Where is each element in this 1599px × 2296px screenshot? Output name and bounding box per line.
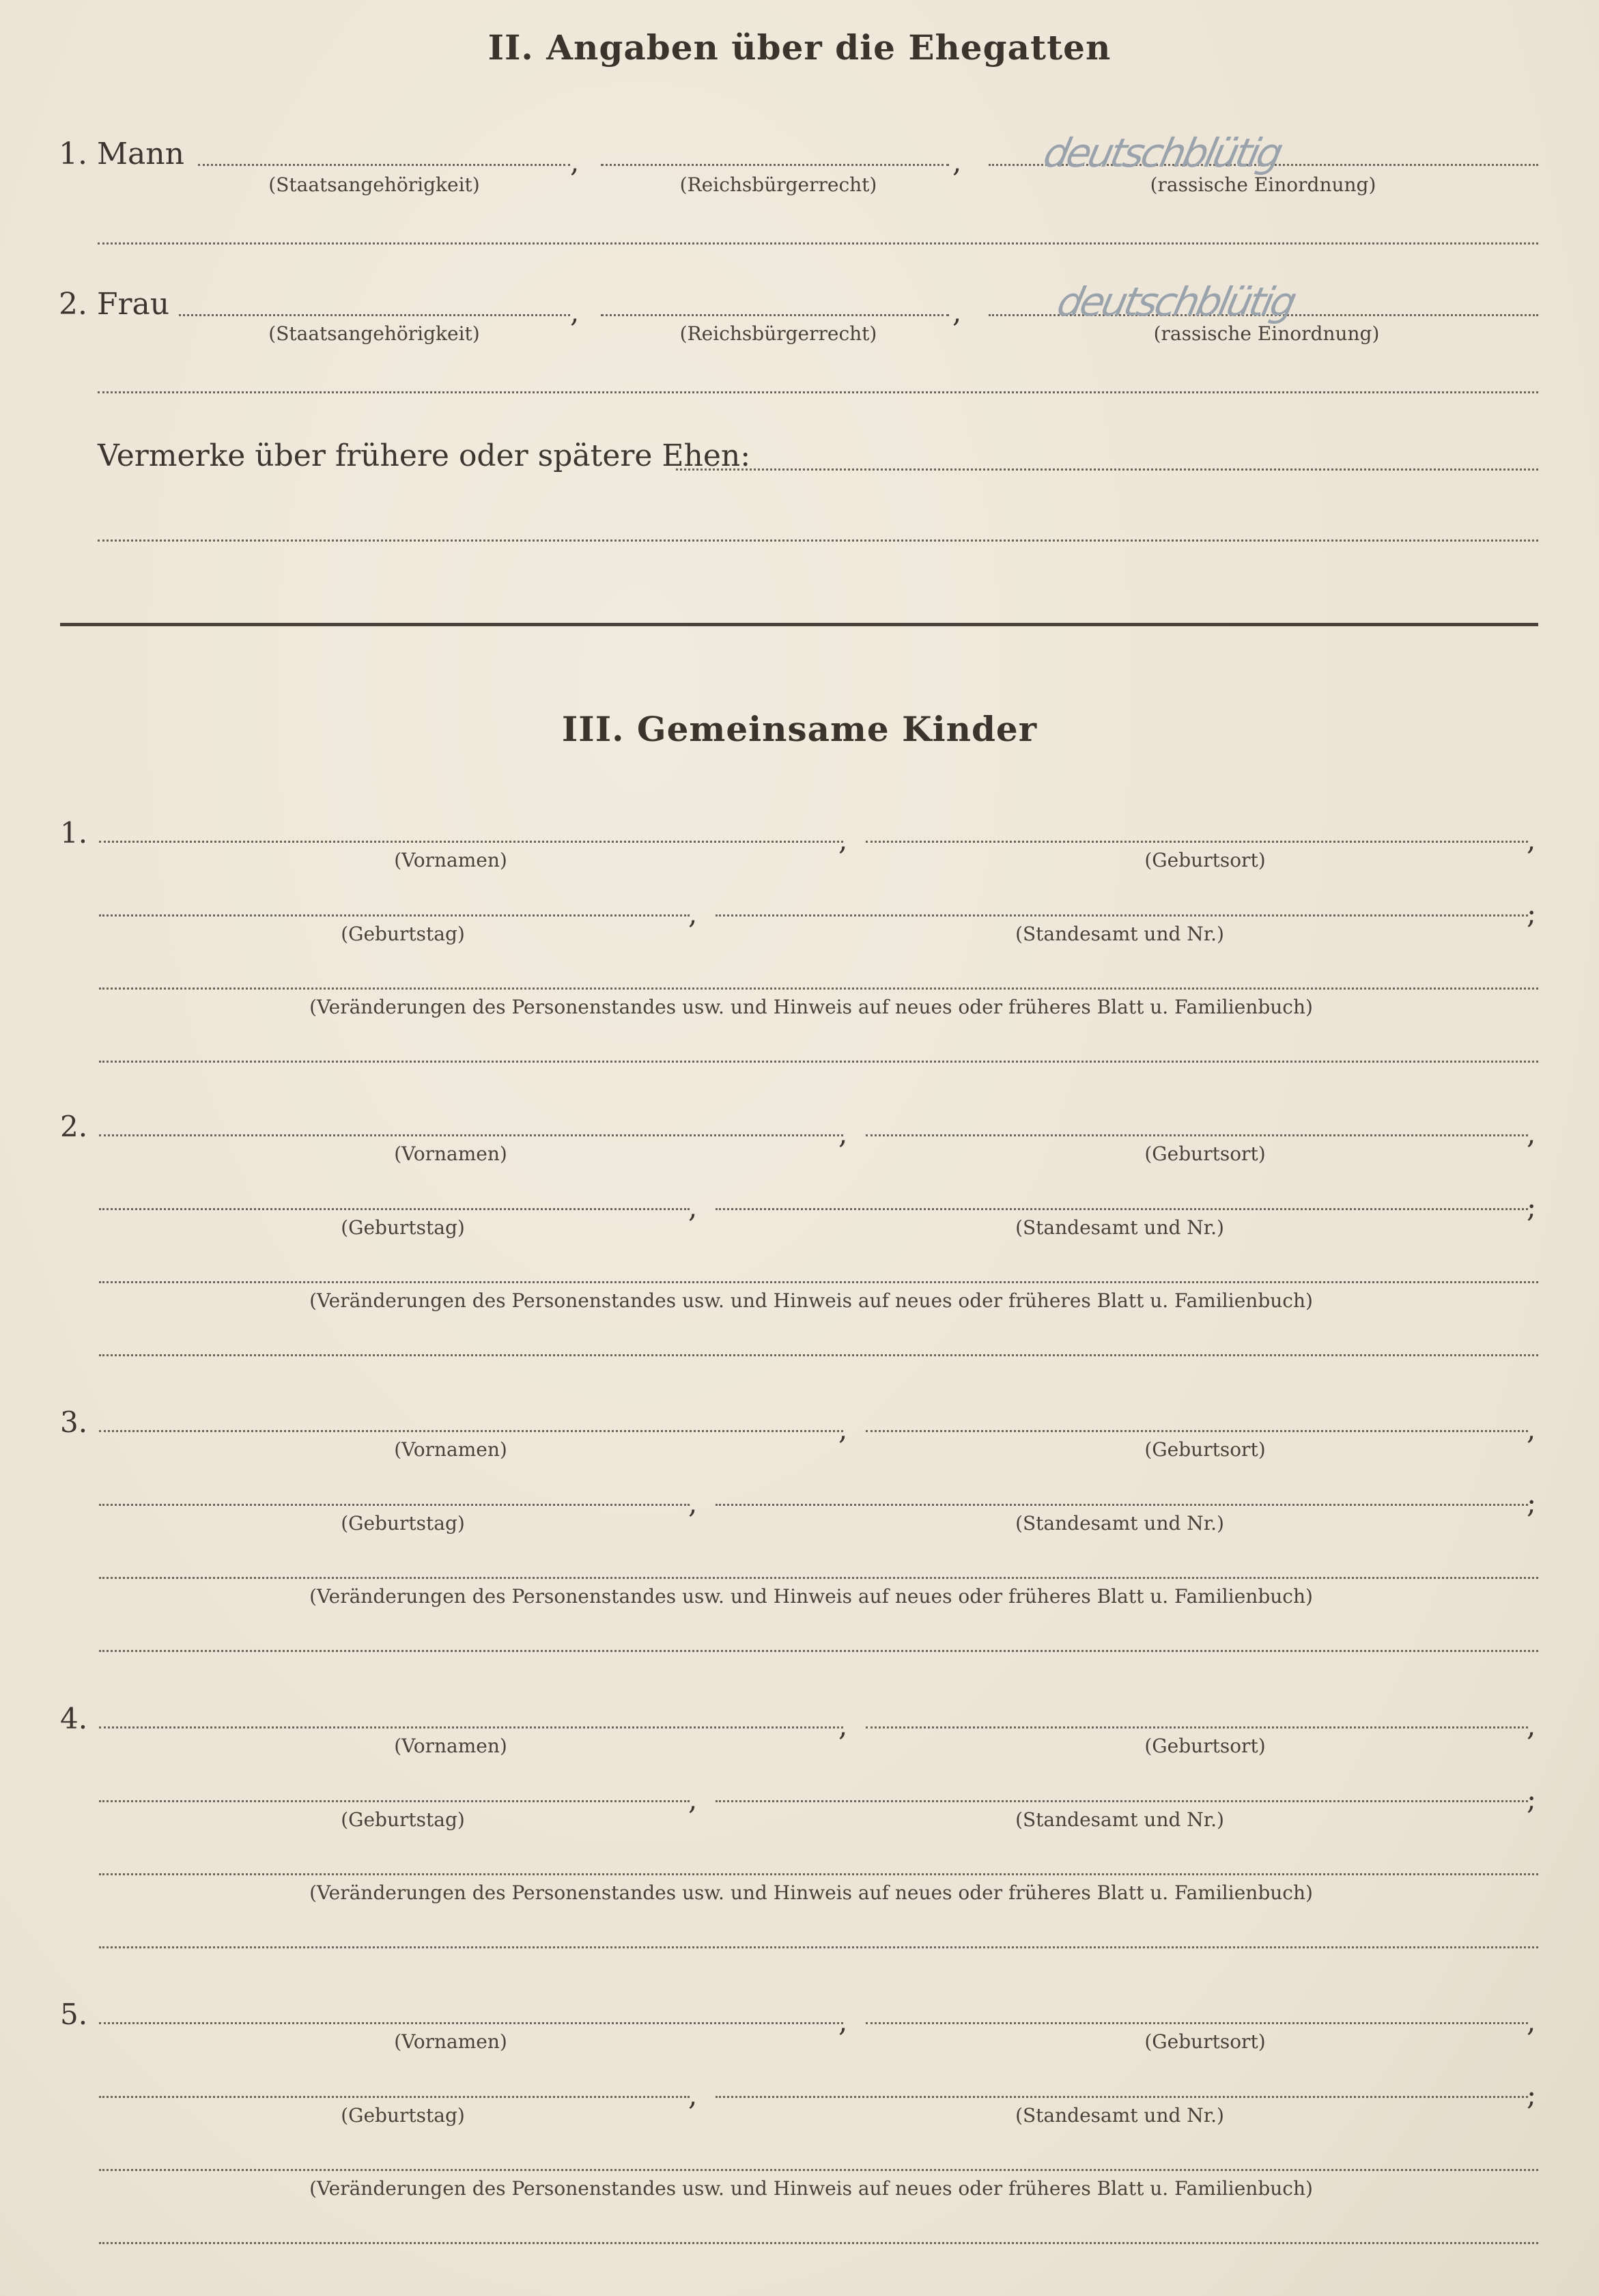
section-3-heading: III. Gemeinsame Kinder bbox=[561, 709, 1038, 749]
child-number: 5. bbox=[60, 1998, 88, 2031]
child-veraenderungen-field[interactable] bbox=[99, 1577, 1538, 1579]
child-number: 3. bbox=[60, 1405, 88, 1439]
comma: , bbox=[838, 1412, 848, 1446]
comma: , bbox=[688, 2078, 698, 2112]
child-caption-standesamt: (Standesamt und Nr.) bbox=[1015, 1512, 1224, 1535]
vermerke-label: Vermerke über frühere oder spätere Ehen: bbox=[98, 438, 751, 473]
child-caption-geburtstag: (Geburtstag) bbox=[341, 2104, 465, 2127]
mann-handwritten-entry: deutschblütig bbox=[1039, 130, 1285, 176]
child-standesamt-field[interactable] bbox=[716, 2096, 1528, 2098]
child-veraenderungen-field[interactable] bbox=[99, 2169, 1538, 2171]
frau-second-line-field[interactable] bbox=[98, 391, 1538, 393]
child-vornamen-field[interactable] bbox=[99, 841, 843, 843]
frau-label: 2. Frau bbox=[59, 287, 170, 322]
semicolon: ; bbox=[1527, 2078, 1537, 2112]
child-caption-veraenderungen: (Veränderungen des Personenstandes usw. und Hinweis auf neues oder früheres Blatt u. Familienbuch) bbox=[309, 1289, 1313, 1312]
child-caption-veraenderungen: (Veränderungen des Personenstandes usw. und Hinweis auf neues oder früheres Blatt u. Familienbuch) bbox=[309, 996, 1313, 1018]
child-geburtsort-field[interactable] bbox=[866, 841, 1528, 843]
frau-caption-rassische-einordnung: (rassische Einordnung) bbox=[1153, 322, 1380, 345]
vermerke-second-line-field[interactable] bbox=[98, 540, 1538, 542]
section-2-heading: II. Angaben über die Ehegatten bbox=[487, 27, 1112, 68]
child-caption-vornamen: (Vornamen) bbox=[394, 1735, 507, 1757]
child-vornamen-field[interactable] bbox=[99, 2022, 843, 2024]
mann-second-line-field[interactable] bbox=[98, 242, 1538, 244]
comma: , bbox=[688, 1486, 698, 1520]
mann-reichsbuergerrecht-field[interactable] bbox=[601, 164, 949, 166]
comma: , bbox=[1527, 1412, 1536, 1446]
child-number: 2. bbox=[60, 1110, 88, 1143]
frau-handwritten-entry: deutschblütig bbox=[1053, 279, 1299, 325]
comma: , bbox=[952, 145, 962, 178]
child-caption-geburtstag: (Geburtstag) bbox=[341, 1216, 465, 1239]
child-geburtstag-field[interactable] bbox=[99, 1800, 690, 1802]
child-geburtsort-field[interactable] bbox=[866, 1134, 1528, 1136]
child-vornamen-field[interactable] bbox=[99, 1430, 843, 1432]
child-standesamt-field[interactable] bbox=[716, 1800, 1528, 1802]
child-veraenderungen-field[interactable] bbox=[99, 988, 1538, 990]
child-vornamen-field[interactable] bbox=[99, 1726, 843, 1728]
child-standesamt-field[interactable] bbox=[716, 1504, 1528, 1506]
frau-staatsangehoerigkeit-field[interactable] bbox=[179, 314, 570, 316]
comma: , bbox=[570, 295, 580, 328]
child-caption-vornamen: (Vornamen) bbox=[394, 2030, 507, 2053]
mann-caption-reichsbuergerrecht: (Reichsbürgerrecht) bbox=[679, 173, 877, 196]
child-veraenderungen-field[interactable] bbox=[99, 1873, 1538, 1875]
child-caption-geburtsort: (Geburtsort) bbox=[1144, 2030, 1266, 2053]
child-caption-vornamen: (Vornamen) bbox=[394, 1438, 507, 1461]
child-geburtstag-field[interactable] bbox=[99, 914, 690, 916]
child-veraenderungen-second-line-field[interactable] bbox=[99, 1354, 1538, 1356]
child-veraenderungen-field[interactable] bbox=[99, 1281, 1538, 1283]
comma: , bbox=[1527, 823, 1536, 856]
frau-reichsbuergerrecht-field[interactable] bbox=[601, 314, 949, 316]
comma: , bbox=[1527, 1709, 1536, 1742]
child-caption-veraenderungen: (Veränderungen des Personenstandes usw. und Hinweis auf neues oder früheres Blatt u. Familienbuch) bbox=[309, 1881, 1313, 1904]
child-caption-geburtstag: (Geburtstag) bbox=[341, 923, 465, 945]
child-veraenderungen-second-line-field[interactable] bbox=[99, 1061, 1538, 1063]
child-caption-veraenderungen: (Veränderungen des Personenstandes usw. und Hinweis auf neues oder früheres Blatt u. Familienbuch) bbox=[309, 2177, 1313, 2200]
comma: , bbox=[688, 897, 698, 930]
child-caption-geburtsort: (Geburtsort) bbox=[1144, 1143, 1266, 1165]
mann-caption-staatsangehoerigkeit: (Staatsangehörigkeit) bbox=[268, 173, 480, 196]
semicolon: ; bbox=[1527, 897, 1537, 930]
comma: , bbox=[688, 1190, 698, 1224]
child-standesamt-field[interactable] bbox=[716, 1208, 1528, 1210]
comma: , bbox=[838, 1709, 848, 1742]
child-geburtsort-field[interactable] bbox=[866, 1726, 1528, 1728]
mann-caption-rassische-einordnung: (rassische Einordnung) bbox=[1150, 173, 1376, 196]
child-caption-geburtstag: (Geburtstag) bbox=[341, 1808, 465, 1831]
child-veraenderungen-second-line-field[interactable] bbox=[99, 1650, 1538, 1652]
comma: , bbox=[838, 823, 848, 856]
mann-label: 1. Mann bbox=[59, 137, 184, 171]
mann-staatsangehoerigkeit-field[interactable] bbox=[198, 164, 570, 166]
comma: , bbox=[952, 295, 962, 328]
child-veraenderungen-second-line-field[interactable] bbox=[99, 1946, 1538, 1948]
child-caption-standesamt: (Standesamt und Nr.) bbox=[1015, 2104, 1224, 2127]
frau-caption-staatsangehoerigkeit: (Staatsangehörigkeit) bbox=[268, 322, 480, 345]
child-standesamt-field[interactable] bbox=[716, 914, 1528, 916]
child-geburtstag-field[interactable] bbox=[99, 2096, 690, 2098]
child-caption-veraenderungen: (Veränderungen des Personenstandes usw. und Hinweis auf neues oder früheres Blatt u. Familienbuch) bbox=[309, 1585, 1313, 1608]
semicolon: ; bbox=[1527, 1782, 1537, 1816]
child-number: 1. bbox=[60, 816, 88, 850]
child-number: 4. bbox=[60, 1702, 88, 1735]
child-caption-standesamt: (Standesamt und Nr.) bbox=[1015, 1216, 1224, 1239]
section-divider bbox=[60, 623, 1538, 626]
frau-caption-reichsbuergerrecht: (Reichsbürgerrecht) bbox=[679, 322, 877, 345]
child-geburtsort-field[interactable] bbox=[866, 1430, 1528, 1432]
child-caption-geburtsort: (Geburtsort) bbox=[1144, 1438, 1266, 1461]
child-caption-geburtsort: (Geburtsort) bbox=[1144, 849, 1266, 871]
child-vornamen-field[interactable] bbox=[99, 1134, 843, 1136]
comma: , bbox=[688, 1782, 698, 1816]
child-caption-vornamen: (Vornamen) bbox=[394, 1143, 507, 1165]
child-veraenderungen-second-line-field[interactable] bbox=[99, 2242, 1538, 2244]
child-caption-standesamt: (Standesamt und Nr.) bbox=[1015, 1808, 1224, 1831]
comma: , bbox=[1527, 2004, 1536, 2038]
semicolon: ; bbox=[1527, 1190, 1537, 1224]
comma: , bbox=[1527, 1117, 1536, 1150]
child-geburtsort-field[interactable] bbox=[866, 2022, 1528, 2024]
vermerke-field[interactable] bbox=[676, 468, 1538, 471]
child-caption-standesamt: (Standesamt und Nr.) bbox=[1015, 923, 1224, 945]
comma: , bbox=[570, 145, 580, 178]
child-geburtstag-field[interactable] bbox=[99, 1208, 690, 1210]
comma: , bbox=[838, 2004, 848, 2038]
semicolon: ; bbox=[1527, 1486, 1537, 1520]
child-caption-vornamen: (Vornamen) bbox=[394, 849, 507, 871]
child-caption-geburtsort: (Geburtsort) bbox=[1144, 1735, 1266, 1757]
child-geburtstag-field[interactable] bbox=[99, 1504, 690, 1506]
comma: , bbox=[838, 1117, 848, 1150]
child-caption-geburtstag: (Geburtstag) bbox=[341, 1512, 465, 1535]
